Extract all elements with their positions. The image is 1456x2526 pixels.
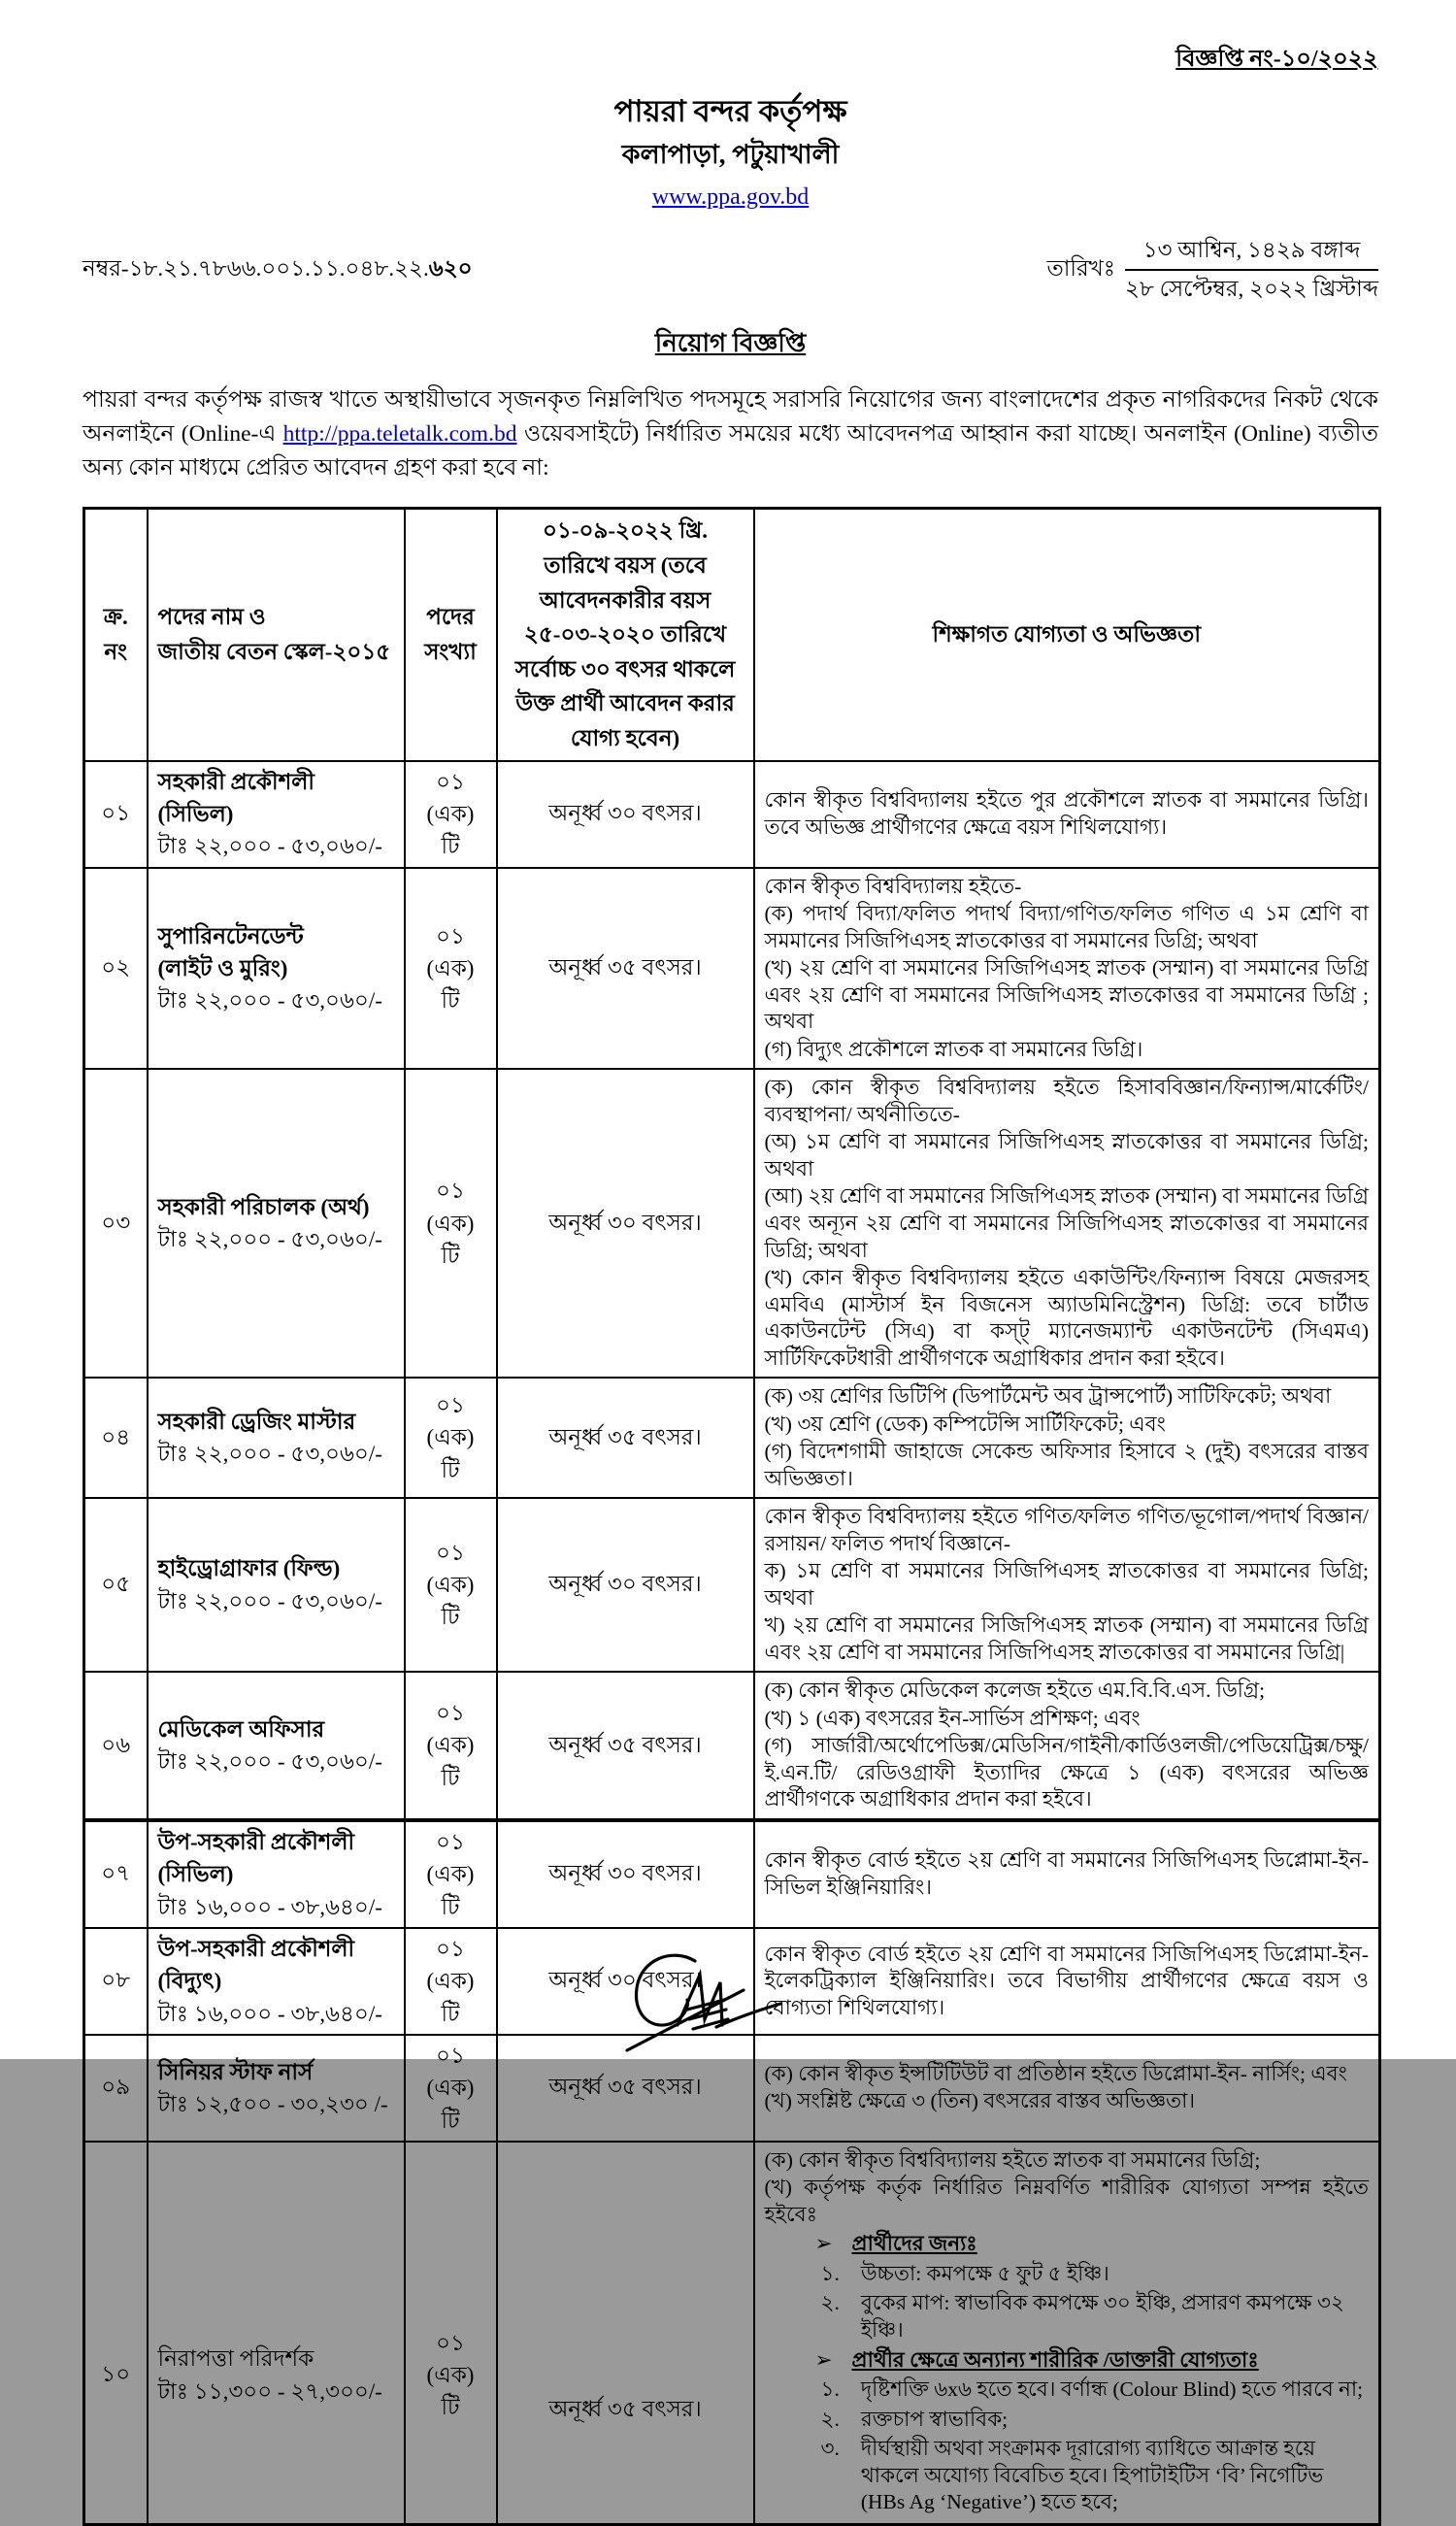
serial-cell: ০৬ <box>84 1672 148 1820</box>
count-cell: ০১ (এক) টি <box>405 1069 497 1378</box>
qualification-cell: কোন স্বীকৃত বিশ্ববিদ্যালয় হইতে পুর প্রকৌশলে স্নাতক বা সমমানের ডিগ্রি। তবে অভিজ্ঞ প্রার্থীগণের ক্ষেত্রে বয়স শিথিলযোগ্য। <box>754 761 1380 868</box>
post-cell: উপ-সহকারী প্রকৌশলী (সিভিল) টাঃ ১৬,০০০ - ৩৮,৬৪০/- <box>148 1820 405 1928</box>
serial-cell: ০৫ <box>84 1498 148 1672</box>
org-website-row <box>83 184 1378 211</box>
qualification-cell: (ক) কোন স্বীকৃত বিশ্ববিদ্যালয় হইতে স্নাতক বা সমমানের ডিগ্রি; (খ) কর্তৃপক্ষ কর্তৃক নির্ধারিত নিম্নবর্ণিত শারীরিক যোগ্যতা সম্পন্ন হইতে হইবেঃ ➢ প্রার্থীদের জন্যঃ ১. উচ্চতা: কমপক্ষে ৫ ফুট ৫ ইঞ্চি। ২. বুকের মাপ: স্বাভাবিক কমপক্ষে ৩০ ইঞ্চি, প্রসারণ কমপক্ষে ৩২ ইঞ্চি। ➢ প্রার্থীর ক্ষেত্রে অন্যান্য শারীরিক /ডাক্তারী যোগ্যতাঃ ১. দৃষ্টিশক্তি ৬x৬ হতে হবে। বর্ণান্ধ (Colour Blind) হতে পারবে না; ২. রক্তচাপ স্বাভাবিক; ৩. দীর্ঘস্থায়ী অথবা সংক্রামক দূরারোগ্য ব্যাধিতে আক্রান্ত হয়ে থাকলে অযোগ্য বিবেচিত হবে। হিপাটাইটিস ‘বি’ নিগেটিভ (HBs Ag ‘Negative’) হতে হবে; <box>754 2142 1380 2524</box>
post-cell: সিনিয়র স্টাফ নার্স টাঃ ১২,৫০০ - ৩০,২৩০ /- <box>148 2035 405 2142</box>
qualification-cell: কোন স্বীকৃত বিশ্ববিদ্যালয় হইতে গণিত/ফলিত গণিত/ভূগোল/পদার্থ বিজ্ঞান/ রসায়ন/ ফলিত পদার্থ বিজ্ঞানে- ক) ১ম শ্রেণি বা সমমানের সিজিপিএসহ স্নাতকোত্তর বা সমমানের ডিগ্রি; অথবা খ) ২য় শ্রেণি বা সমমানের সিজিপিএসহ স্নাতক (সম্মান) বা সমমানের ডিগ্রি এবং ২য় শ্রেণি বা সমমানের সিজিপিএসহ স্নাতকোত্তর বা সমমানের ডিগ্রি| <box>754 1498 1380 1672</box>
count-cell: ০১ (এক) টি <box>405 2035 497 2142</box>
table-row <box>84 2142 1380 2524</box>
qualification-cell: কোন স্বীকৃত বিশ্ববিদ্যালয় হইতে- (ক) পদার্থ বিদ্যা/ফলিত পদার্থ বিদ্যা/গণিত/ফলিত গণিত এ ১ম শ্রেণি বা সমমানের সিজিপিএসহ স্নাতকোত্তর বা সমমানের ডিগ্রি; অথবা (খ) ২য় শ্রেণি বা সমমানের সিজিপিএসহ স্নাতক (সম্মান) বা সমমানের ডিগ্রি এবং ২য় শ্রেণি বা সমমানের সিজিপিএসহ স্নাতকোত্তর বা সমমানের ডিগ্রি ; অথবা (গ) বিদ্যুৎ প্রকৌশলে স্নাতক বা সমমানের ডিগ্রি। <box>754 868 1380 1070</box>
org-address: কলাপাড়া, পটুয়াখালী <box>621 139 840 169</box>
date-gregorian: ২৮ সেপ্টেম্বর, ২০২২ খ্রিস্টাব্দ <box>1124 276 1378 301</box>
post-cell: নিরাপত্তা পরিদর্শক টাঃ ১১,৩০০ - ২৭,৩০০/- <box>148 2142 405 2524</box>
qualification-cell: (ক) কোন স্বীকৃত মেডিকেল কলেজ হইতে এম.বি.বি.এস. ডিগ্রি; (খ) ১ (এক) বৎসরের ইন-সার্ভিস প্রশিক্ষণ; এবং (গ) সার্জারী/অর্থোপেডিক্স/মেডিসিন/গাইনী/কার্ডিওলজী/পেডিয়েট্রিক্স/চক্ষু/ই.এন.টি/ রেডিওগ্রাফী ইত্যাদির ক্ষেত্রে ১ (এক) বৎসরের অভিজ্ঞ প্রার্থীগণকে অগ্রাধিকার প্রদান করা হইবে। <box>754 1672 1380 1820</box>
header-qualification: শিক্ষাগত যোগ্যতা ও অভিজ্ঞতা <box>754 509 1380 761</box>
date-fraction <box>1125 236 1378 304</box>
header-post: পদের নাম ও জাতীয় বেতন স্কেল-২০১৫ <box>148 509 405 761</box>
age-cell: অনূর্ধ্ব ৩০ বৎসর। <box>497 1820 754 1928</box>
post-cell: মেডিকেল অফিসার টাঃ ২২,০০০ - ৫৩,০৬০/- <box>148 1672 405 1820</box>
qualification-cell: কোন স্বীকৃত বোর্ড হইতে ২য় শ্রেণি বা সমমানের সিজিপিএসহ ডিপ্লোমা-ইন- ইলেকট্রিক্যাল ইঞ্জিনিয়ারিং। তবে বিভাগীয় প্রার্থীগণের ক্ষেত্রে বয়স ও যোগ্যতা শিথিলযোগ্য। <box>754 1928 1380 2035</box>
date-label: তারিখঃ <box>1046 256 1115 282</box>
serial-cell: ০৮ <box>84 1928 148 2035</box>
qualification-cell: কোন স্বীকৃত বোর্ড হইতে ২য় শ্রেণি বা সমমানের সিজিপিএসহ ডিপ্লোমা-ইন-সিভিল ইঞ্জিনিয়ারিং। <box>754 1820 1380 1928</box>
medical-req-heading: ➢ প্রার্থীর ক্ষেত্রে অন্যান্য শারীরিক /ডাক্তারী যোগ্যতাঃ <box>815 2347 1370 2375</box>
serial-cell: ০৩ <box>84 1069 148 1378</box>
count-cell: ০১ (এক) টি <box>405 1820 497 1928</box>
serial-cell: ০৪ <box>84 1378 148 1498</box>
age-cell: অনূর্ধ্ব ৩০ বৎসর। <box>497 1928 754 2035</box>
count-cell: ০১ (এক) টি <box>405 2142 497 2524</box>
post-cell: উপ-সহকারী প্রকৌশলী (বিদ্যুৎ) টাঃ ১৬,০০০ - ৩৮,৬৪০/- <box>148 1928 405 2035</box>
count-cell: ০১ (এক) টি <box>405 761 497 868</box>
intro-paragraph: পায়রা বন্দর কর্তৃপক্ষ রাজস্ব খাতে অস্থায়ীভাবে সৃজনকৃত নিম্নলিখিত পদসমূহে সরাসরি নিয়োগের জন্য বাংলাদেশের প্রকৃত নাগরিকদের নিকট থেকে অনলাইনে (Online-এ http://ppa.teletalk.com.bd ওয়েবসাইটে) নির্ধারিত সময়ের মধ্যে আবেদনপত্র আহ্বান করা যাচ্ছে। অনলাইন (Online) ব্যতীত অন্য কোন মাধ্যমে প্রেরিত আবেদন গ্রহণ করা হবে না: <box>83 386 1378 482</box>
age-cell: অনূর্ধ্ব ৩০ বৎসর। <box>497 1498 754 1672</box>
header-count: পদের সংখ্যা <box>405 509 497 761</box>
medical-req-item: ৩. দীর্ঘস্থায়ী অথবা সংক্রামক দূরারোগ্য ব্যাধিতে আক্রান্ত হয়ে থাকলে অযোগ্য বিবেচিত হবে। হিপাটাইটিস ‘বি’ নিগেটিভ (HBs Ag ‘Negative’) হতে হবে; <box>820 2437 1324 2514</box>
serial-cell: ০২ <box>84 868 148 1070</box>
memo-date-row <box>83 236 1378 304</box>
age-cell: অনূর্ধ্ব ৩৫ বৎসর। <box>497 2142 754 2524</box>
memo-number: নম্বর-১৮.২১.৭৮৬৬.০০১.১১.০৪৮.২২.৬২০ <box>83 256 473 282</box>
medical-req-item: ১. দৃষ্টিশক্তি ৬x৬ হতে হবে। বর্ণান্ধ (Colour Blind) হতে পারবে না; <box>820 2377 1364 2402</box>
medical-req-item: ২. রক্তচাপ স্বাভাবিক; <box>820 2407 1009 2431</box>
age-cell: অনূর্ধ্ব ৩০ বৎসর। <box>497 761 754 868</box>
table-row <box>84 868 1380 1070</box>
age-cell: অনূর্ধ্ব ৩৫ বৎসর। <box>497 868 754 1070</box>
age-cell: অনূর্ধ্ব ৩৫ বৎসর। <box>497 1672 754 1820</box>
post-cell: সহকারী পরিচালক (অর্থ) টাঃ ২২,০০০ - ৫৩,০৬০/- <box>148 1069 405 1378</box>
post-cell: হাইড্রোগ্রাফার (ফিল্ড) টাঃ ২২,০০০ - ৫৩,০৬০/- <box>148 1498 405 1672</box>
signature <box>619 1949 804 2059</box>
post-cell: সহকারী ড্রেজিং মাস্টার টাঃ ২২,০০০ - ৫৩,০৬০/- <box>148 1378 405 1498</box>
table-row <box>84 1378 1380 1498</box>
table-row <box>84 1069 1380 1378</box>
date-block <box>1046 236 1378 304</box>
table-row <box>84 1672 1380 1820</box>
section-title: নিয়োগ বিজ্ঞপ্তি <box>654 328 807 357</box>
qualification-cell: (ক) কোন স্বীকৃত বিশ্ববিদ্যালয় হইতে হিসাববিজ্ঞান/ফিন্যান্স/মার্কেটিং/ব্যবস্থাপনা/ অর্থনীতিতে- (অ) ১ম শ্রেণি বা সমমানের সিজিপিএসহ স্নাতকোত্তর বা সমমানের ডিগ্রি; অথবা (আ) ২য় শ্রেণি বা সমমানের সিজিপিএসহ স্নাতক (সম্মান) বা সমমানের ডিগ্রি এবং অন্যূন ২য় শ্রেণি বা সমমানের সিজিপিএসহ স্নাতকোত্তর বা সমমানের ডিগ্রি; অথবা (খ) কোন স্বীকৃত বিশ্ববিদ্যালয় হইতে একাউন্টিং/ফিন্যান্স বিষয়ে মেজরসহ এমবিএ (মাস্টার্স ইন বিজনেস অ্যাডমিনিস্ট্রেশন) ডিগ্রি: তবে চার্টাড একাউনটেন্ট (সিএ) বা কস্ট্ ম্যানেজম্যান্ট একাউনটেন্ট (সিএমএ) সার্টিফিকেটধারী প্রার্থীগণকে অগ্রাধিকার প্রদান করা হইবে। <box>754 1069 1380 1378</box>
header-serial: ক্র. নং <box>84 509 148 761</box>
qualification-cell: (ক) কোন স্বীকৃত ইন্সটিটিউট বা প্রতিষ্ঠান হইতে ডিপ্লোমা-ইন- নার্সিং; এবং (খ) সংশ্লিষ্ট ক্ষেত্রে ৩ (তিন) বৎসরের বাস্তব অভিজ্ঞতা। <box>754 2035 1380 2142</box>
serial-cell: ০৭ <box>84 1820 148 1928</box>
serial-cell: ১০ <box>84 2142 148 2524</box>
org-website-link[interactable]: www.ppa.gov.bd <box>651 183 810 210</box>
qualification-cell: (ক) ৩য় শ্রেণির ডিটিপি (ডিপার্টমেন্ট অব ট্রান্সপোর্ট) সাটিফিকেট; অথবা (খ) ৩য় শ্রেণি (ডেক) কম্পিটেন্সি সার্টিফিকেট; এবং (গ) বিদেশগামী জাহাজে সেকেন্ড অফিসার হিসাবে ২ (দুই) বৎসরের বাস্তব অভিজ্ঞতা। <box>754 1378 1380 1498</box>
positions-table <box>83 507 1381 2525</box>
serial-cell: ০৯ <box>84 2035 148 2142</box>
physical-req-item: ১. উচ্চতা: কমপক্ষে ৫ ফুট ৫ ইঞ্চি। <box>820 2261 1109 2285</box>
count-cell: ০১ (এক) টি <box>405 868 497 1070</box>
count-cell: ০১ (এক) টি <box>405 1672 497 1820</box>
age-cell: অনূর্ধ্ব ৩০ বৎসর। <box>497 1069 754 1378</box>
age-cell: অনূর্ধ্ব ৩৫ বৎসর। <box>497 2035 754 2142</box>
table-header-row <box>84 509 1380 761</box>
physical-req-item: ২. বুকের মাপ: স্বাভাবিক কমপক্ষে ৩০ ইঞ্চি, প্রসারণ কমপক্ষে ৩২ ইঞ্চি। <box>820 2291 1344 2342</box>
count-cell: ০১ (এক) টি <box>405 1928 497 2035</box>
arrow-bullet-icon: ➢ <box>814 2232 833 2256</box>
age-cell: অনূর্ধ্ব ৩৫ বৎসর। <box>497 1378 754 1498</box>
count-cell: ০১ (এক) টি <box>405 1378 497 1498</box>
application-url-link[interactable]: http://ppa.teletalk.com.bd <box>282 420 517 447</box>
notice-number: বিজ্ঞপ্তি নং-১০/২০২২ <box>1175 47 1378 72</box>
table-row <box>84 761 1380 868</box>
serial-cell: ০১ <box>84 761 148 868</box>
org-title: পায়রা বন্দর কর্তৃপক্ষ <box>613 94 847 128</box>
table-row <box>84 1820 1380 1928</box>
header-age: ০১-০৯-২০২২ খ্রি. তারিখে বয়স (তবে আবেদনকারীর বয়স ২৫-০৩-২০২০ তারিখে সর্বোচ্চ ৩০ বৎসর থাকলে উক্ত প্রার্থী আবেদন করার যোগ্য হবেন) <box>497 509 754 761</box>
date-bangla: ১৩ আশ্বিন, ১৪২৯ বঙ্গাব্দ <box>1125 236 1378 271</box>
count-cell: ০১ (এক) টি <box>405 1498 497 1672</box>
table-row <box>84 1498 1380 1672</box>
post-cell: সহকারী প্রকৌশলী (সিভিল) টাঃ ২২,০০০ - ৫৩,০৬০/- <box>148 761 405 868</box>
physical-req-heading: ➢ প্রার্থীদের জন্যঃ <box>815 2231 1370 2258</box>
arrow-bullet-icon: ➢ <box>814 2347 833 2372</box>
post-cell: সুপারিনটেনডেন্ট (লাইট ও মুরিং) টাঃ ২২,০০০ - ৫৩,০৬০/- <box>148 868 405 1070</box>
